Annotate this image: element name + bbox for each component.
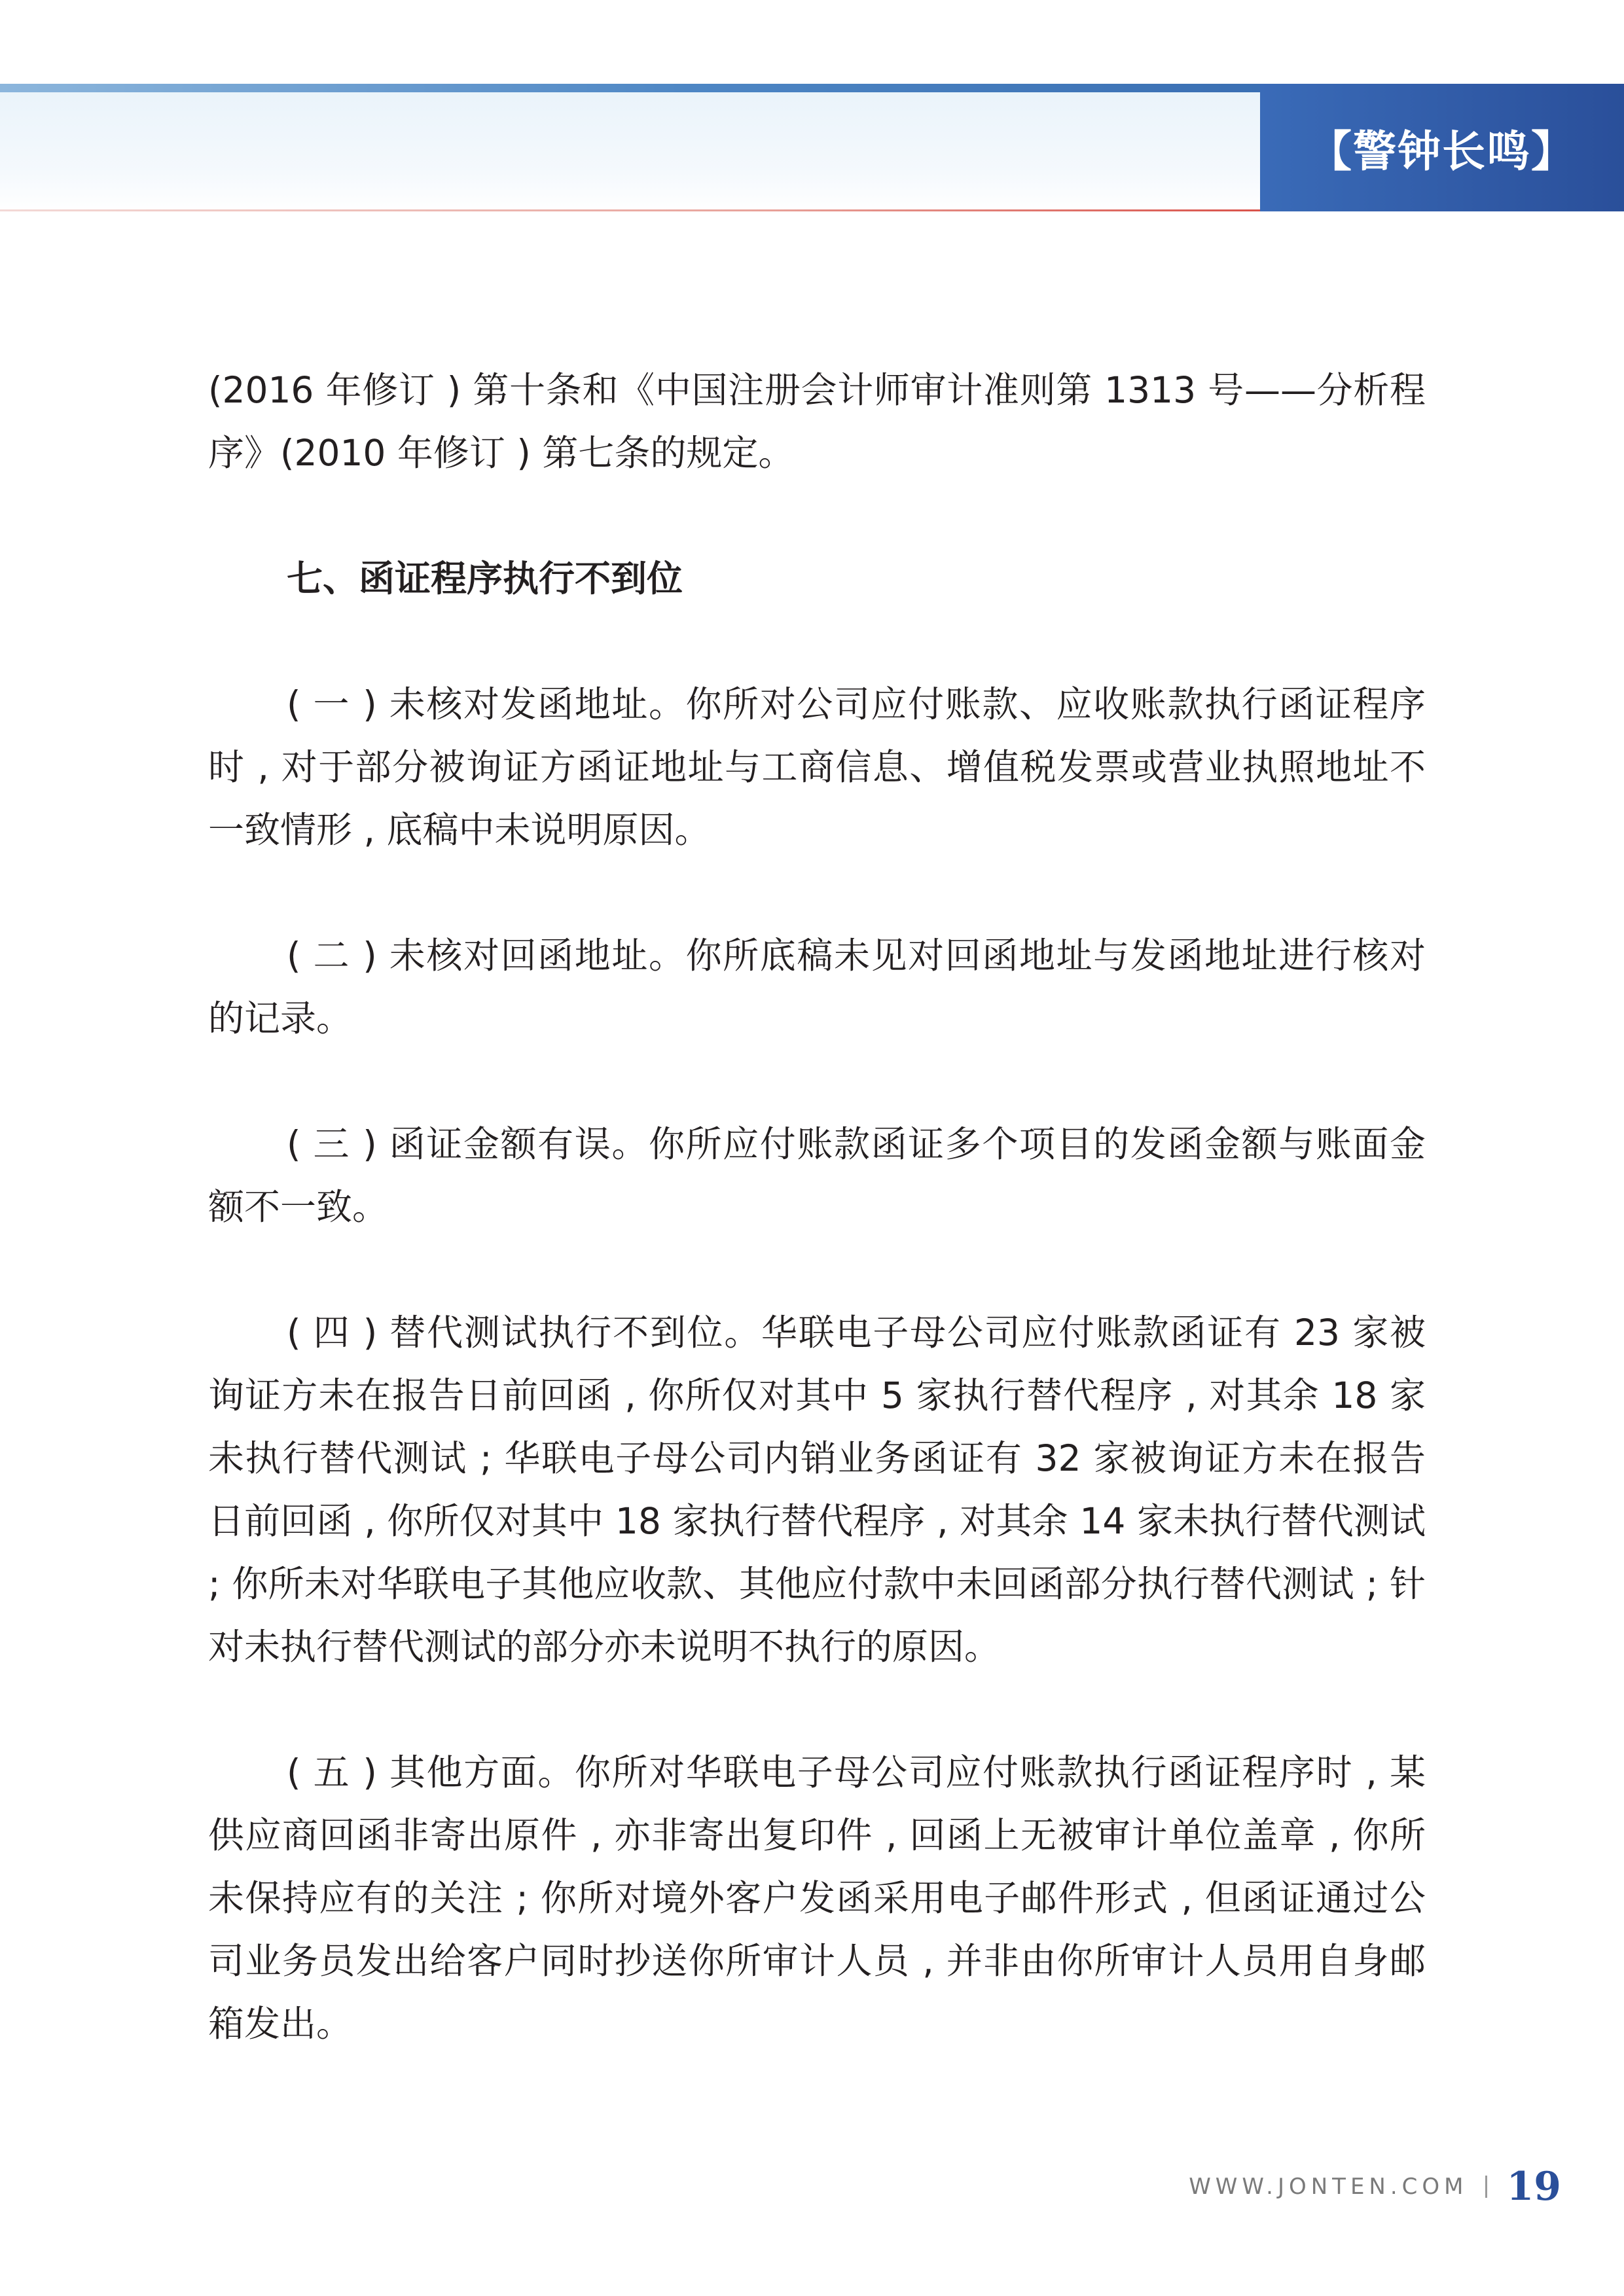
- header-band: [0, 84, 1260, 212]
- footer-divider: [1485, 2176, 1487, 2198]
- header-tag-label: 【警钟长鸣】: [1308, 126, 1576, 177]
- header-top-rule: [0, 84, 1260, 92]
- continued-paragraph: (2016 年修订 ) 第十条和《中国注册会计师审计准则第 1313 号——分析程序》(2010 年修订 ) 第七条的规定。: [208, 369, 1426, 474]
- page-footer: [1189, 2164, 1561, 2210]
- item-paragraph-4: ( 四 ) 替代测试执行不到位。华联电子母公司应付账款函证有 23 家被询证方未在报告日前回函 , 你所仅对其中 5 家执行替代程序 , 对其余 18 家未执行替代测试 ; 华联电子母公司内销业务函证有 32 家被询证方未在报告日前回函 , 你所仅对其中 18 家执行替代程序 , 对其余 14 家未执行替代测试 ; 你所未对华联电子其他应收款、其他应付款中未回函部分执行替代测试 ; 针对未执行替代测试的部分亦未说明不执行的原因。: [208, 1312, 1426, 1668]
- page-body: [208, 359, 1426, 2055]
- page-number: 19: [1506, 2164, 1561, 2210]
- footer-url[interactable]: WWW.JONTEN.COM: [1189, 2174, 1468, 2200]
- item-paragraph-3: ( 三 ) 函证金额有误。你所应付账款函证多个项目的发函金额与账面金额不一致。: [208, 1123, 1426, 1228]
- header-section-tag: [1260, 84, 1624, 211]
- section-heading: 七、函证程序执行不到位: [287, 558, 683, 600]
- item-paragraph-2: ( 二 ) 未核对回函地址。你所底稿未见对回函地址与发函地址进行核对的记录。: [208, 935, 1426, 1039]
- item-paragraph-5: ( 五 ) 其他方面。你所对华联电子母公司应付账款执行函证程序时 , 某供应商回函非寄出原件 , 亦非寄出复印件 , 回函上无被审计单位盖章 , 你所未保持应有的关注 ; 你所对境外客户发函采用电子邮件形式 , 但函证通过公司业务员发出给客户同时抄送你所审计人员 , 并非由你所审计人员用自身邮箱发出。: [208, 1751, 1426, 2045]
- item-paragraph-1: ( 一 ) 未核对发函地址。你所对公司应付账款、应收账款执行函证程序时 , 对于部分被询证方函证地址与工商信息、增值税发票或营业执照地址不一致情形 , 底稿中未说明原因。: [208, 683, 1426, 851]
- header-bottom-rule: [0, 209, 1260, 211]
